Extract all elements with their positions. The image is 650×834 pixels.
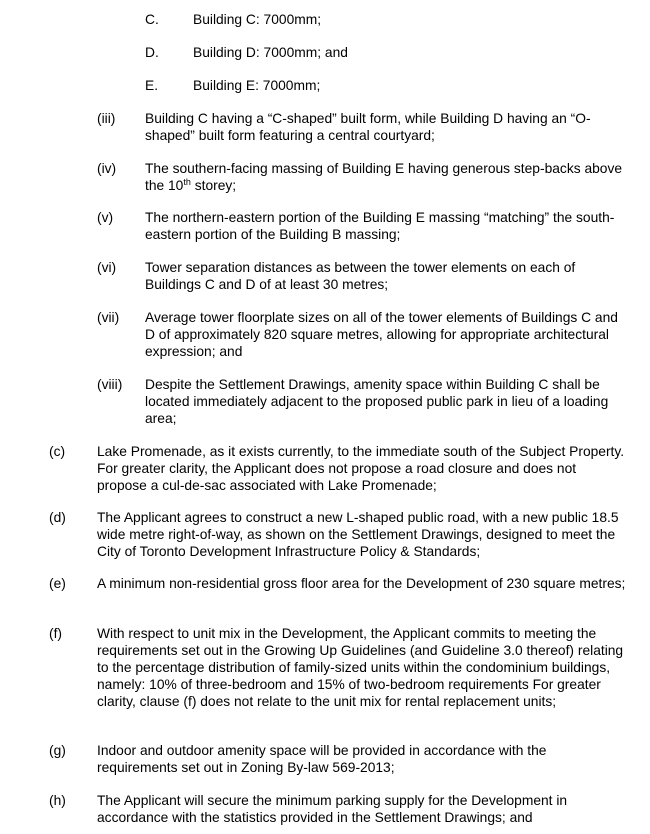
item-label: (iv) [97,161,117,176]
item-text: Average tower floorplate sizes on all of the tower elements of Buildings C and D of approximately 820 square metres, allowing for appropriate architectural expression; and [145,310,618,359]
clause-text: A minimum non-residential gross floor area for the Development of 230 square metres; [97,576,626,591]
item-label: E. [145,78,159,93]
clause-text: Indoor and outdoor amenity space will be provided in accordance with the requirements set out in Zoning By-law 569-2013; [97,743,547,775]
item-text: The northern-eastern portion of the Building E massing “matching” the south-eastern portion of the Building B massing; [145,210,615,242]
item-label: (vii) [97,310,120,325]
clause-text: With respect to unit mix in the Development, the Applicant commits to meeting the requirements set out in the Growing Up Guidelines (and Guideline 3.0 thereof) relating to the percentage distribution of family-sized units within the condominium buildings, namely: 10% of three-bedroom and 15% of two-bedroom requirements For greater clarity, clause (f) does not relate to the unit mix for rental replacement units; [97,626,624,709]
clause-label: (g) [49,743,66,758]
clause-text: Lake Promenade, as it exists currently, to the immediate south of the Subject Property. For greater clarity, the Applicant does not propose a road closure and does not propose a cul-de-sac associated with Lake Promenade; [97,444,625,493]
item-label: C. [145,12,159,27]
item-text: Despite the Settlement Drawings, amenity space within Building C shall be located immediately adjacent to the proposed public park in lieu of a loading area; [145,377,609,426]
item-label: (v) [97,210,114,225]
item-text: The southern-facing massing of Building E having generous step-backs above the 10th storey; [145,161,623,193]
superscript: th [183,177,191,187]
item-label: (viii) [97,377,123,392]
item-text: Building C: 7000mm; [193,12,322,27]
clause-text: The Applicant will secure the minimum parking supply for the Development in accordance with the statistics provided in the Settlement Drawings; and [97,793,568,825]
clause-label: (h) [49,793,66,808]
item-label: (iii) [97,111,116,126]
clause-label: (c) [49,444,66,459]
item-text: Building C having a “C-shaped” built form, while Building D having an “O-shaped” built form featuring a central courtyard; [145,111,591,143]
item-text: Building D: 7000mm; and [193,45,348,60]
item-label: (vi) [97,260,117,275]
clause-label: (f) [49,626,63,641]
item-text: Tower separation distances as between the tower elements on each of Buildings C and D of at least 30 metres; [145,260,576,292]
item-text: Building E: 7000mm; [193,78,321,93]
item-label: D. [145,45,159,60]
clause-text: The Applicant agrees to construct a new L-shaped public road, with a new public 18.5 wide metre right-of-way, as shown on the Settlement Drawings, designed to meet the City of Toronto Development Infrastructure Policy & Standards; [97,510,619,559]
clause-label: (e) [49,576,66,591]
clause-label: (d) [49,510,66,525]
